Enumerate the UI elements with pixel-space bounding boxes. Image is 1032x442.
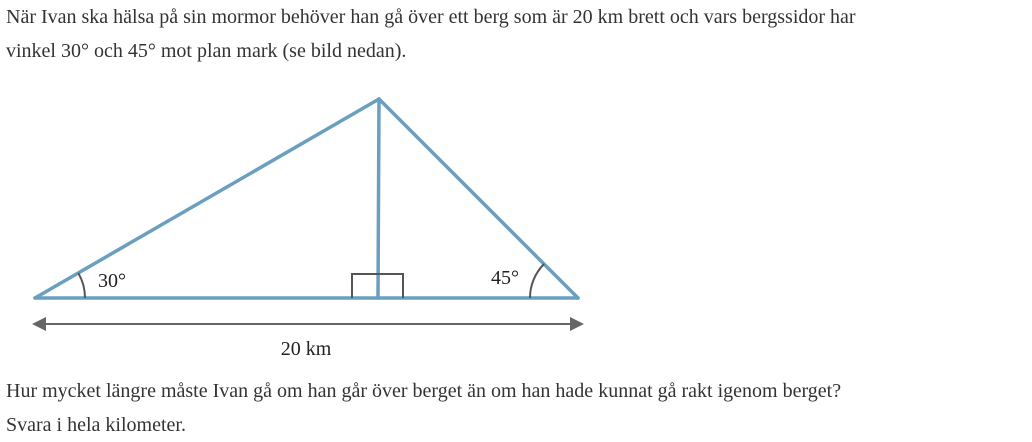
angle-arc-left bbox=[78, 273, 85, 298]
mountain-triangle-diagram bbox=[0, 80, 620, 370]
problem-intro bbox=[6, 0, 1030, 68]
intro-line-2: vinkel 30° och 45° mot plan mark (se bild nedan). bbox=[6, 40, 407, 62]
angle-arc-right bbox=[530, 264, 544, 298]
angle-label-45: 45° bbox=[491, 267, 519, 289]
question-line-2: Svara i hela kilometer. bbox=[6, 414, 186, 436]
intro-line-1: När Ivan ska hälsa på sin mormor behöver han gå över ett berg som är 20 km brett och vars bergssidor har bbox=[6, 6, 856, 28]
width-label: 20 km bbox=[280, 338, 332, 360]
angle-label-30: 30° bbox=[98, 270, 126, 292]
width-arrow-head-right bbox=[570, 317, 584, 331]
problem-question bbox=[6, 374, 1030, 442]
left-slope bbox=[35, 99, 379, 298]
width-arrow-head-left bbox=[32, 317, 46, 331]
height-line bbox=[378, 99, 379, 298]
right-slope bbox=[379, 99, 578, 298]
question-line-1: Hur mycket längre måste Ivan gå om han går över berget än om han hade kunnat gå rakt igenom berget? bbox=[6, 380, 842, 402]
